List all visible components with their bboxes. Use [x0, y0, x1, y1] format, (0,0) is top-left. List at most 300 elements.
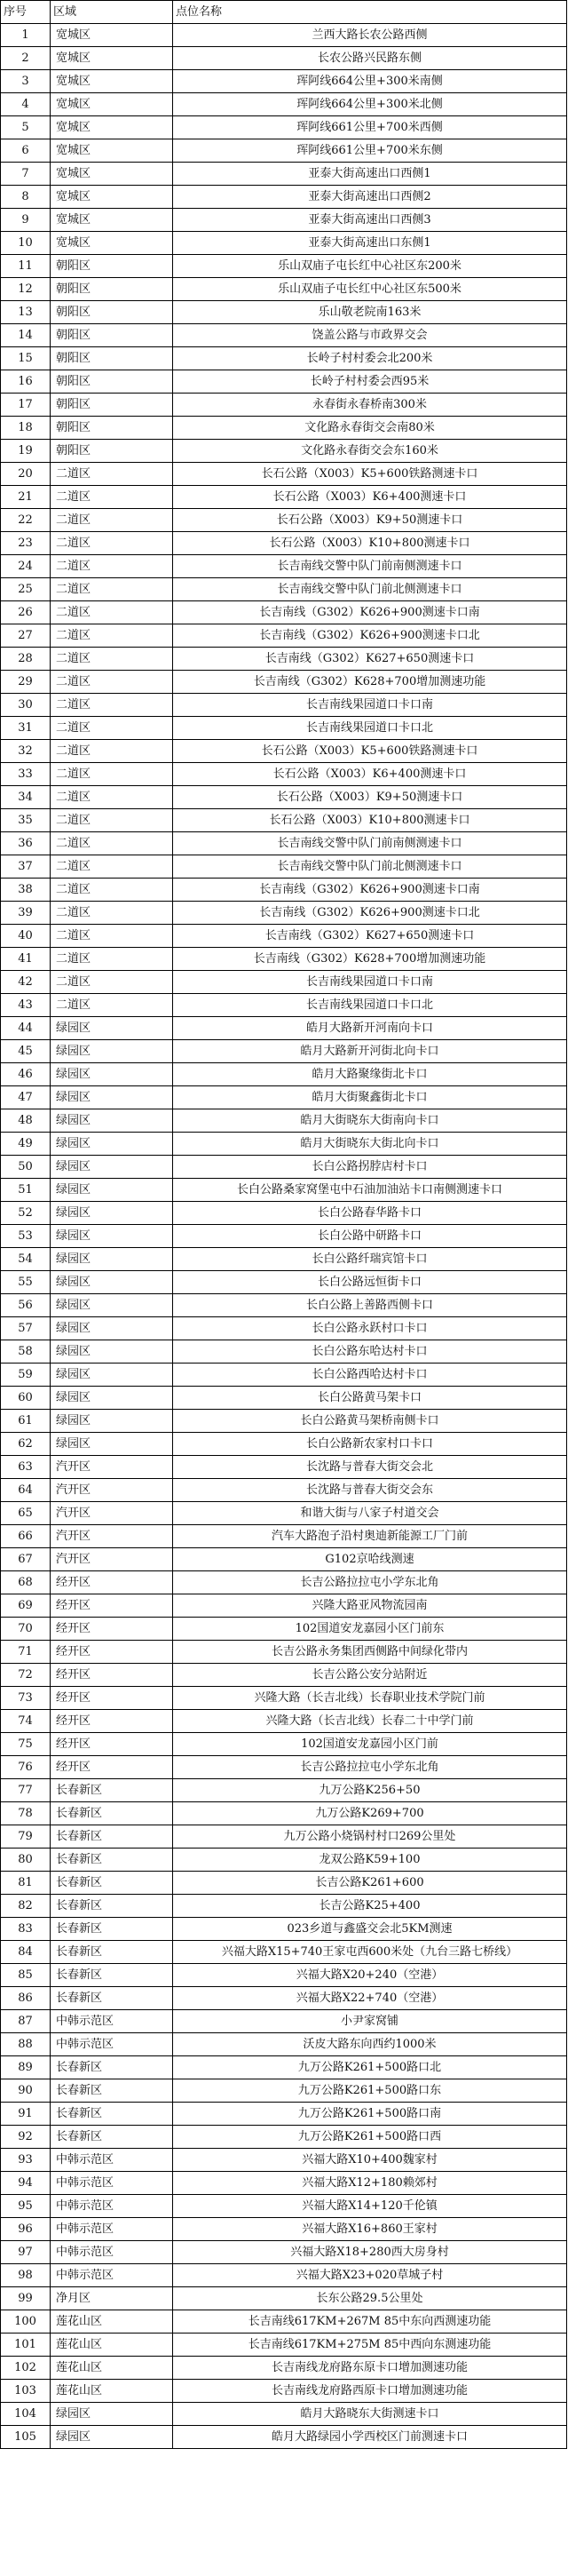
row-location: 饶盖公路与市政界交会	[173, 324, 567, 347]
row-number: 91	[1, 2103, 51, 2126]
row-number: 25	[1, 578, 51, 601]
row-location: 珲阿线664公里+300米南侧	[173, 70, 567, 93]
table-row	[1, 1340, 567, 1364]
row-location: 九万公路K261+500路口北	[173, 2056, 567, 2079]
row-number: 11	[1, 255, 51, 278]
row-location: 长吉公路永务集团西侧路中间绿化带内	[173, 1641, 567, 1664]
row-number: 12	[1, 278, 51, 301]
row-area: 绿园区	[51, 1248, 173, 1271]
row-area: 二道区	[51, 902, 173, 925]
table-row	[1, 555, 567, 578]
row-number: 78	[1, 1802, 51, 1825]
row-number: 38	[1, 879, 51, 902]
row-area: 二道区	[51, 624, 173, 648]
row-number: 73	[1, 1687, 51, 1710]
row-area: 汽开区	[51, 1502, 173, 1525]
row-location: 文化路永春街交会南80米	[173, 417, 567, 440]
table-row	[1, 578, 567, 601]
row-area: 长春新区	[51, 2103, 173, 2126]
row-location: 长白公路纤瑞宾馆卡口	[173, 1248, 567, 1271]
row-location: 长农公路兴民路东侧	[173, 47, 567, 70]
row-area: 二道区	[51, 555, 173, 578]
row-area: 中韩示范区	[51, 2033, 173, 2056]
row-area: 汽开区	[51, 1525, 173, 1548]
table-row	[1, 2010, 567, 2033]
row-area: 绿园区	[51, 1387, 173, 1410]
table-row	[1, 902, 567, 925]
row-number: 50	[1, 1156, 51, 1179]
row-number: 41	[1, 948, 51, 971]
row-location: 长白公路永跃村口卡口	[173, 1317, 567, 1340]
row-area: 中韩示范区	[51, 2172, 173, 2195]
table-row	[1, 486, 567, 509]
row-location: 兴福大路X12+180赖郊村	[173, 2172, 567, 2195]
row-location: 文化路永春街交会东160米	[173, 440, 567, 463]
row-number: 15	[1, 347, 51, 370]
row-area: 长春新区	[51, 1872, 173, 1895]
table-row	[1, 463, 567, 486]
row-area: 宽城区	[51, 232, 173, 255]
row-location: 皓月大街聚鑫街北卡口	[173, 1086, 567, 1109]
row-number: 105	[1, 2426, 51, 2449]
table-row	[1, 832, 567, 855]
row-number: 81	[1, 1872, 51, 1895]
row-location: 沃皮大路东向西约1000米	[173, 2033, 567, 2056]
table-row	[1, 1733, 567, 1756]
table-row	[1, 1456, 567, 1479]
table-row	[1, 994, 567, 1017]
row-area: 二道区	[51, 855, 173, 879]
row-number: 51	[1, 1179, 51, 1202]
row-location: 兴隆大路（长吉北线）长春职业技术学院门前	[173, 1687, 567, 1710]
row-area: 绿园区	[51, 1202, 173, 1225]
table-row	[1, 694, 567, 717]
row-location: 长白公路桑家窝堡屯中石油加油站卡口南侧测速卡口	[173, 1179, 567, 1202]
row-area: 汽开区	[51, 1479, 173, 1502]
row-number: 19	[1, 440, 51, 463]
row-number: 69	[1, 1594, 51, 1618]
row-area: 二道区	[51, 671, 173, 694]
table-row	[1, 278, 567, 301]
row-number: 4	[1, 93, 51, 116]
row-number: 83	[1, 1918, 51, 1941]
row-location: 皓月大路新开河南向卡口	[173, 1017, 567, 1040]
row-location: 长东公路29.5公里处	[173, 2287, 567, 2310]
row-location: 长白公路远恒街卡口	[173, 1271, 567, 1294]
row-number: 93	[1, 2149, 51, 2172]
table-row	[1, 301, 567, 324]
row-number: 54	[1, 1248, 51, 1271]
table-row	[1, 1040, 567, 1063]
row-location: 小尹家窝铺	[173, 2010, 567, 2033]
row-number: 26	[1, 601, 51, 624]
header-area: 区域	[51, 1, 173, 24]
row-location: 兴福大路X15+740王家屯西600米处（九台三路七桥线）	[173, 1941, 567, 1964]
row-number: 74	[1, 1710, 51, 1733]
row-area: 经开区	[51, 1571, 173, 1594]
row-number: 67	[1, 1548, 51, 1571]
row-location: 兴福大路X18+280西大房身村	[173, 2241, 567, 2264]
row-area: 朝阳区	[51, 394, 173, 417]
row-area: 绿园区	[51, 2403, 173, 2426]
table-row	[1, 70, 567, 93]
row-location: 长吉南线果园道口卡口南	[173, 694, 567, 717]
row-number: 46	[1, 1063, 51, 1086]
table-row	[1, 2103, 567, 2126]
table-row	[1, 879, 567, 902]
row-location: 长吉公路公安分站附近	[173, 1664, 567, 1687]
table-row	[1, 1133, 567, 1156]
row-area: 宽城区	[51, 47, 173, 70]
row-number: 2	[1, 47, 51, 70]
row-area: 朝阳区	[51, 278, 173, 301]
row-area: 经开区	[51, 1664, 173, 1687]
row-location: 兴福大路X22+740（空港）	[173, 1987, 567, 2010]
row-number: 70	[1, 1618, 51, 1641]
row-number: 104	[1, 2403, 51, 2426]
table-row	[1, 47, 567, 70]
row-location: 长吉南线交警中队门前南侧测速卡口	[173, 832, 567, 855]
row-location: 乐山双庙子屯长红中心社区东500米	[173, 278, 567, 301]
row-number: 59	[1, 1364, 51, 1387]
row-number: 34	[1, 786, 51, 809]
row-area: 绿园区	[51, 1364, 173, 1387]
table-row	[1, 671, 567, 694]
row-location: 长吉公路拉拉屯小学东北角	[173, 1571, 567, 1594]
row-location: 长吉南线（G302）K627+650测速卡口	[173, 648, 567, 671]
row-location: 九万公路K261+500路口南	[173, 2103, 567, 2126]
row-location: 皓月大街晓东大街北向卡口	[173, 1133, 567, 1156]
row-location: 和谐大街与八家子村道交会	[173, 1502, 567, 1525]
row-area: 长春新区	[51, 2126, 173, 2149]
row-area: 绿园区	[51, 1340, 173, 1364]
row-location: 汽车大路泡子沿村奥迪新能源工厂门前	[173, 1525, 567, 1548]
row-location: 长岭子村村委会北200米	[173, 347, 567, 370]
row-number: 94	[1, 2172, 51, 2195]
row-area: 绿园区	[51, 1086, 173, 1109]
table-row	[1, 2241, 567, 2264]
table-row	[1, 717, 567, 740]
row-location: 九万公路K261+500路口西	[173, 2126, 567, 2149]
table-row	[1, 93, 567, 116]
row-location: 九万公路小烧锅村村口269公里处	[173, 1825, 567, 1849]
row-location: 兴福大路X14+120千伦镇	[173, 2195, 567, 2218]
row-area: 朝阳区	[51, 324, 173, 347]
row-number: 53	[1, 1225, 51, 1248]
table-row	[1, 1964, 567, 1987]
table-row	[1, 786, 567, 809]
row-location: 龙双公路K59+100	[173, 1849, 567, 1872]
row-location: 永春街永春桥南300米	[173, 394, 567, 417]
row-location: 长吉南线龙府路东原卡口增加测速功能	[173, 2357, 567, 2380]
table-row	[1, 2195, 567, 2218]
row-location: 长白公路黄马架桥南侧卡口	[173, 1410, 567, 1433]
table-row	[1, 1987, 567, 2010]
row-number: 55	[1, 1271, 51, 1294]
row-number: 47	[1, 1086, 51, 1109]
row-location: 珲阿线664公里+300米北侧	[173, 93, 567, 116]
row-area: 绿园区	[51, 1410, 173, 1433]
row-area: 二道区	[51, 879, 173, 902]
row-area: 经开区	[51, 1710, 173, 1733]
row-area: 绿园区	[51, 1179, 173, 1202]
row-location: 长吉南线（G302）K628+700增加测速功能	[173, 948, 567, 971]
table-row	[1, 255, 567, 278]
table-row	[1, 1410, 567, 1433]
table-row	[1, 324, 567, 347]
row-location: 长吉南线617KM+267M 85中东向西测速功能	[173, 2310, 567, 2334]
table-row	[1, 2403, 567, 2426]
row-location: 长白公路新农家村口卡口	[173, 1433, 567, 1456]
row-area: 中韩示范区	[51, 2241, 173, 2264]
row-number: 35	[1, 809, 51, 832]
row-location: 皓月大路聚缘街北卡口	[173, 1063, 567, 1086]
row-location: 长石公路（X003）K5+600铁路测速卡口	[173, 740, 567, 763]
row-number: 66	[1, 1525, 51, 1548]
row-location: 长白公路春华路卡口	[173, 1202, 567, 1225]
row-number: 90	[1, 2079, 51, 2103]
row-area: 长春新区	[51, 1802, 173, 1825]
row-location: 长石公路（X003）K9+50测速卡口	[173, 509, 567, 532]
row-area: 宽城区	[51, 186, 173, 209]
row-location: 023乡道与鑫盛交会北5KM测速	[173, 1918, 567, 1941]
row-area: 二道区	[51, 463, 173, 486]
row-number: 6	[1, 139, 51, 163]
row-area: 长春新区	[51, 1849, 173, 1872]
table-row	[1, 948, 567, 971]
table-row	[1, 370, 567, 394]
row-area: 长春新区	[51, 1941, 173, 1964]
table-row	[1, 1063, 567, 1086]
row-number: 57	[1, 1317, 51, 1340]
row-number: 62	[1, 1433, 51, 1456]
row-location: 长吉南线（G302）K626+900测速卡口北	[173, 624, 567, 648]
table-row	[1, 24, 567, 47]
row-location: 长沈路与普春大街交会东	[173, 1479, 567, 1502]
row-number: 61	[1, 1410, 51, 1433]
row-area: 汽开区	[51, 1548, 173, 1571]
row-number: 64	[1, 1479, 51, 1502]
row-area: 朝阳区	[51, 417, 173, 440]
table-row	[1, 532, 567, 555]
row-number: 60	[1, 1387, 51, 1410]
table-row	[1, 2033, 567, 2056]
row-location: 乐山敬老院南163米	[173, 301, 567, 324]
row-area: 宽城区	[51, 163, 173, 186]
header-number: 序号	[1, 1, 51, 24]
row-number: 102	[1, 2357, 51, 2380]
table-row	[1, 1895, 567, 1918]
row-area: 中韩示范区	[51, 2264, 173, 2287]
row-location: 长吉公路拉拉屯小学东北角	[173, 1756, 567, 1779]
row-area: 宽城区	[51, 139, 173, 163]
row-number: 75	[1, 1733, 51, 1756]
table-row	[1, 1294, 567, 1317]
row-area: 长春新区	[51, 1918, 173, 1941]
row-number: 88	[1, 2033, 51, 2056]
row-location: 长吉公路K261+600	[173, 1872, 567, 1895]
table-body	[1, 24, 567, 2449]
table-row	[1, 394, 567, 417]
row-number: 17	[1, 394, 51, 417]
row-number: 71	[1, 1641, 51, 1664]
row-area: 二道区	[51, 532, 173, 555]
table-row	[1, 1317, 567, 1340]
row-area: 中韩示范区	[51, 2010, 173, 2033]
row-location: 兴福大路X16+860王家村	[173, 2218, 567, 2241]
row-location: 九万公路K256+50	[173, 1779, 567, 1802]
row-number: 65	[1, 1502, 51, 1525]
row-number: 45	[1, 1040, 51, 1063]
table-row	[1, 1618, 567, 1641]
row-number: 87	[1, 2010, 51, 2033]
row-area: 宽城区	[51, 24, 173, 47]
table-row	[1, 648, 567, 671]
row-area: 中韩示范区	[51, 2149, 173, 2172]
row-area: 二道区	[51, 971, 173, 994]
row-number: 28	[1, 648, 51, 671]
row-location: 长吉南线龙府路西原卡口增加测速功能	[173, 2380, 567, 2403]
table-row	[1, 809, 567, 832]
row-area: 绿园区	[51, 1017, 173, 1040]
row-location: 皓月大路晓东大街测速卡口	[173, 2403, 567, 2426]
row-number: 39	[1, 902, 51, 925]
row-location: 长吉南线交警中队门前北侧测速卡口	[173, 855, 567, 879]
row-area: 绿园区	[51, 1133, 173, 1156]
row-number: 76	[1, 1756, 51, 1779]
row-number: 13	[1, 301, 51, 324]
row-location: 珲阿线661公里+700米西侧	[173, 116, 567, 139]
table-row	[1, 509, 567, 532]
table-row	[1, 624, 567, 648]
row-area: 绿园区	[51, 1225, 173, 1248]
table-row	[1, 1525, 567, 1548]
row-area: 长春新区	[51, 2079, 173, 2103]
table-row	[1, 1548, 567, 1571]
row-number: 92	[1, 2126, 51, 2149]
row-number: 32	[1, 740, 51, 763]
row-number: 44	[1, 1017, 51, 1040]
row-location: 兴福大路X10+400魏家村	[173, 2149, 567, 2172]
table-row	[1, 2056, 567, 2079]
row-area: 长春新区	[51, 1987, 173, 2010]
row-area: 莲花山区	[51, 2380, 173, 2403]
row-area: 二道区	[51, 809, 173, 832]
table-row	[1, 1248, 567, 1271]
row-location: 乐山双庙子屯长红中心社区东200米	[173, 255, 567, 278]
row-location: 长吉南线（G302）K626+900测速卡口南	[173, 601, 567, 624]
table-row	[1, 1502, 567, 1525]
row-area: 中韩示范区	[51, 2195, 173, 2218]
row-number: 86	[1, 1987, 51, 2010]
row-location: 长岭子村村委会西95米	[173, 370, 567, 394]
table-row	[1, 1687, 567, 1710]
row-area: 二道区	[51, 994, 173, 1017]
row-location: 长吉南线（G302）K626+900测速卡口南	[173, 879, 567, 902]
row-location: 长吉南线（G302）K626+900测速卡口北	[173, 902, 567, 925]
row-number: 48	[1, 1109, 51, 1133]
table-row	[1, 2172, 567, 2195]
row-location: 长吉南线果园道口卡口北	[173, 717, 567, 740]
row-area: 二道区	[51, 578, 173, 601]
table-row	[1, 1109, 567, 1133]
row-location: 亚泰大街高速出口西侧3	[173, 209, 567, 232]
row-number: 37	[1, 855, 51, 879]
row-area: 朝阳区	[51, 440, 173, 463]
row-number: 89	[1, 2056, 51, 2079]
row-location: 长白公路西哈达村卡口	[173, 1364, 567, 1387]
row-area: 朝阳区	[51, 301, 173, 324]
row-area: 经开区	[51, 1687, 173, 1710]
row-location: 兰西大路长农公路西侧	[173, 24, 567, 47]
row-area: 长春新区	[51, 2056, 173, 2079]
row-area: 长春新区	[51, 1779, 173, 1802]
table-row	[1, 1594, 567, 1618]
row-location: 长石公路（X003）K10+800测速卡口	[173, 532, 567, 555]
table-row	[1, 925, 567, 948]
row-location: 长石公路（X003）K9+50测速卡口	[173, 786, 567, 809]
table-row	[1, 1941, 567, 1964]
row-number: 31	[1, 717, 51, 740]
row-area: 绿园区	[51, 1156, 173, 1179]
row-area: 朝阳区	[51, 347, 173, 370]
row-area: 二道区	[51, 648, 173, 671]
table-row	[1, 1017, 567, 1040]
row-area: 二道区	[51, 601, 173, 624]
table-row	[1, 1387, 567, 1410]
row-area: 长春新区	[51, 1964, 173, 1987]
table-row	[1, 1433, 567, 1456]
header-location: 点位名称	[173, 1, 567, 24]
row-number: 8	[1, 186, 51, 209]
row-location: 亚泰大街高速出口东侧1	[173, 232, 567, 255]
row-location: 102国道安龙嘉园小区门前东	[173, 1618, 567, 1641]
table-row	[1, 1918, 567, 1941]
table-row	[1, 2287, 567, 2310]
row-number: 1	[1, 24, 51, 47]
table-row	[1, 2079, 567, 2103]
row-area: 中韩示范区	[51, 2218, 173, 2241]
row-number: 21	[1, 486, 51, 509]
row-location: 长白公路东哈达村卡口	[173, 1340, 567, 1364]
table-row	[1, 2357, 567, 2380]
row-area: 宽城区	[51, 116, 173, 139]
row-location: 长吉南线交警中队门前南侧测速卡口	[173, 555, 567, 578]
table-row	[1, 232, 567, 255]
row-area: 二道区	[51, 694, 173, 717]
row-number: 23	[1, 532, 51, 555]
row-number: 82	[1, 1895, 51, 1918]
row-location: 长白公路黄马架卡口	[173, 1387, 567, 1410]
row-number: 30	[1, 694, 51, 717]
table-row	[1, 2126, 567, 2149]
table-row	[1, 1802, 567, 1825]
row-area: 二道区	[51, 925, 173, 948]
row-number: 36	[1, 832, 51, 855]
row-number: 96	[1, 2218, 51, 2241]
row-number: 97	[1, 2241, 51, 2264]
table-row	[1, 1271, 567, 1294]
table-row	[1, 1364, 567, 1387]
row-number: 24	[1, 555, 51, 578]
row-location: 九万公路K261+500路口东	[173, 2079, 567, 2103]
row-number: 9	[1, 209, 51, 232]
table-row	[1, 116, 567, 139]
row-number: 77	[1, 1779, 51, 1802]
row-location: 珲阿线661公里+700米东侧	[173, 139, 567, 163]
row-area: 宽城区	[51, 209, 173, 232]
table-row	[1, 2426, 567, 2449]
